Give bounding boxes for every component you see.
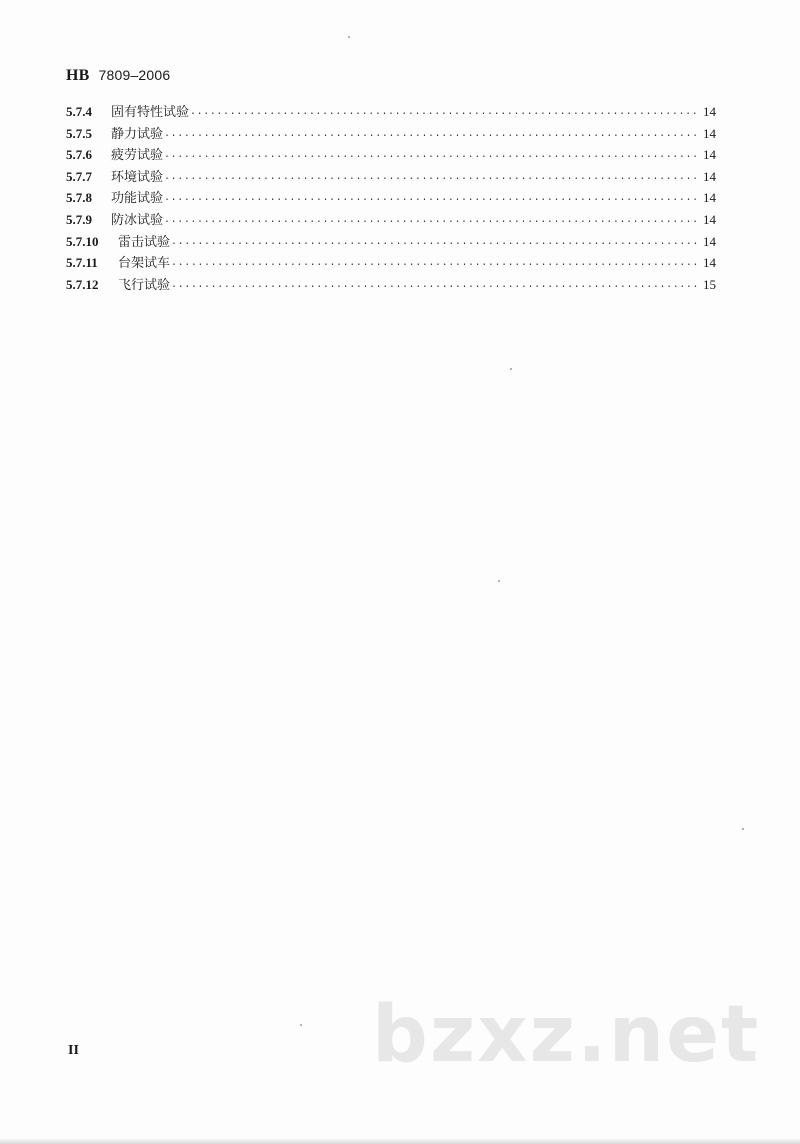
- toc-entry-title: 雷击试验: [118, 234, 171, 250]
- toc-entry[interactable]: [66, 187, 716, 209]
- toc-entry-page: 14: [703, 168, 716, 184]
- toc-entry-title: 疲劳试验: [111, 148, 164, 164]
- table-of-contents: [66, 101, 716, 295]
- toc-entry-page: 14: [703, 190, 716, 206]
- toc-entry-number: 5.7.6: [66, 147, 92, 163]
- toc-dot-leader: [164, 195, 697, 206]
- standard-code: HB: [66, 67, 90, 84]
- scan-speck: [498, 580, 500, 582]
- scan-speck: [300, 1024, 302, 1026]
- toc-entry-page: 14: [703, 104, 716, 119]
- toc-entry-title: 固有特性试验: [111, 105, 190, 120]
- toc-entry-number: 5.7.10: [66, 233, 99, 249]
- scan-speck: [510, 368, 512, 370]
- toc-entry[interactable]: [66, 144, 716, 166]
- toc-entry-number: 5.7.7: [66, 168, 92, 184]
- toc-entry-page: 14: [703, 211, 716, 227]
- scan-edge-shadow: [0, 1138, 800, 1144]
- toc-dot-leader: [164, 174, 697, 185]
- toc-entry-title: 台架试车: [118, 256, 171, 272]
- toc-dot-leader: [171, 282, 697, 293]
- toc-entry-number: 5.7.12: [66, 276, 99, 292]
- scan-speck: [348, 36, 350, 38]
- toc-entry-title: 功能试验: [111, 191, 164, 207]
- toc-dot-leader: [171, 239, 697, 250]
- toc-entry-page: 14: [703, 125, 716, 141]
- toc-entry-page: 15: [703, 276, 716, 292]
- toc-entry-number: 5.7.9: [66, 211, 92, 227]
- toc-entry-page: 14: [703, 147, 716, 163]
- standard-number: 7809–2006: [98, 67, 171, 83]
- toc-entry[interactable]: [66, 101, 716, 123]
- toc-entry-title: 环境试验: [111, 169, 164, 185]
- toc-dot-leader: [164, 152, 697, 163]
- toc-entry-title: 飞行试验: [118, 277, 171, 293]
- scan-speck: [742, 828, 744, 830]
- toc-entry[interactable]: [66, 209, 716, 231]
- toc-entry-title: 静力试验: [111, 126, 164, 142]
- page-number: II: [68, 1043, 79, 1058]
- toc-entry-number: 5.7.8: [66, 190, 92, 206]
- toc-entry-page: 14: [703, 233, 716, 249]
- toc-entry-title: 防冰试验: [111, 212, 164, 228]
- toc-entry[interactable]: [66, 252, 716, 274]
- toc-entry[interactable]: [66, 123, 716, 145]
- toc-dot-leader: [164, 217, 697, 228]
- toc-entry-number: 5.7.4: [66, 104, 92, 119]
- toc-entry[interactable]: [66, 274, 716, 296]
- toc-entry-number: 5.7.5: [66, 125, 92, 141]
- toc-dot-leader: [190, 109, 697, 120]
- toc-dot-leader: [164, 131, 697, 142]
- page-header: [66, 66, 170, 85]
- toc-entry[interactable]: [66, 231, 716, 253]
- watermark: bzxz.net: [372, 990, 761, 1080]
- toc-dot-leader: [171, 260, 697, 271]
- toc-entry-page: 14: [703, 255, 716, 271]
- toc-entry-number: 5.7.11: [66, 255, 98, 271]
- toc-entry[interactable]: [66, 166, 716, 188]
